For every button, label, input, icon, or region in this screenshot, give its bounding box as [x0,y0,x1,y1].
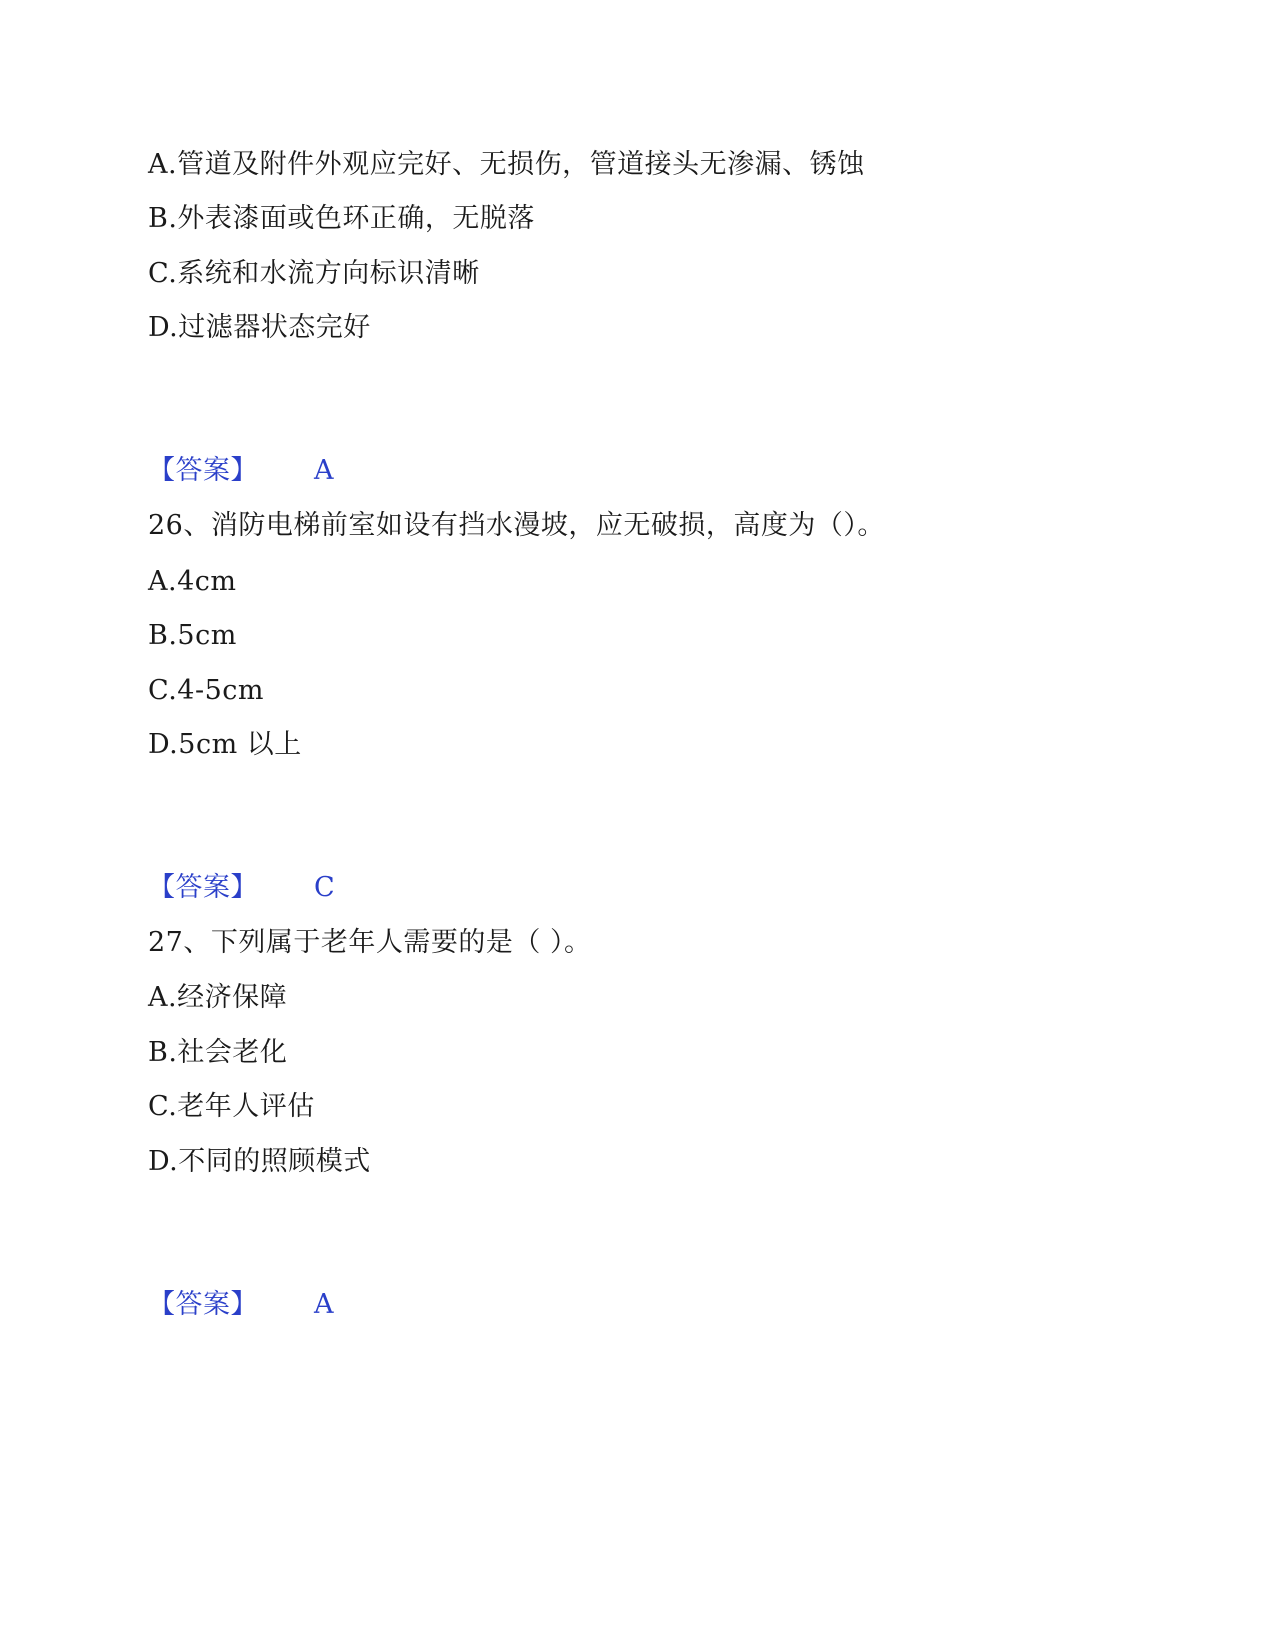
q26-answer [148,871,335,905]
answer-value: A [314,1289,334,1320]
q26-question-text: 26、消防电梯前室如设有挡水漫坡，应无破损，高度为（）。 [148,510,885,541]
q27-option-b: B.社会老化 [148,1037,288,1068]
q27-option-a: A.经济保障 [148,982,288,1013]
q26-option-a: A.4cm [148,566,237,597]
q27-option-c: C.老年人评估 [148,1091,315,1122]
q27-answer [148,1288,334,1322]
q25-answer [148,454,334,488]
q25-option-d: D.过滤器状态完好 [148,312,371,343]
answer-value: C [314,872,336,903]
q25-option-b: B.外表漆面或色环正确，无脱落 [148,203,535,234]
q27-option-d: D.不同的照顾模式 [148,1146,371,1177]
q26-option-b: B.5cm [148,620,237,651]
answer-value: A [314,455,334,486]
answer-label: 【答案】 [148,455,258,486]
q26-option-c: C.4-5cm [148,675,264,706]
q25-option-a: A.管道及附件外观应完好、无损伤，管道接头无渗漏、锈蚀 [148,149,865,180]
answer-label: 【答案】 [148,872,258,903]
q27-question-text: 27、下列属于老年人需要的是（ ）。 [148,927,592,958]
q25-option-c: C.系统和水流方向标识清晰 [148,258,480,289]
q26-option-d: D.5cm 以上 [148,729,302,760]
answer-label: 【答案】 [148,1289,258,1320]
